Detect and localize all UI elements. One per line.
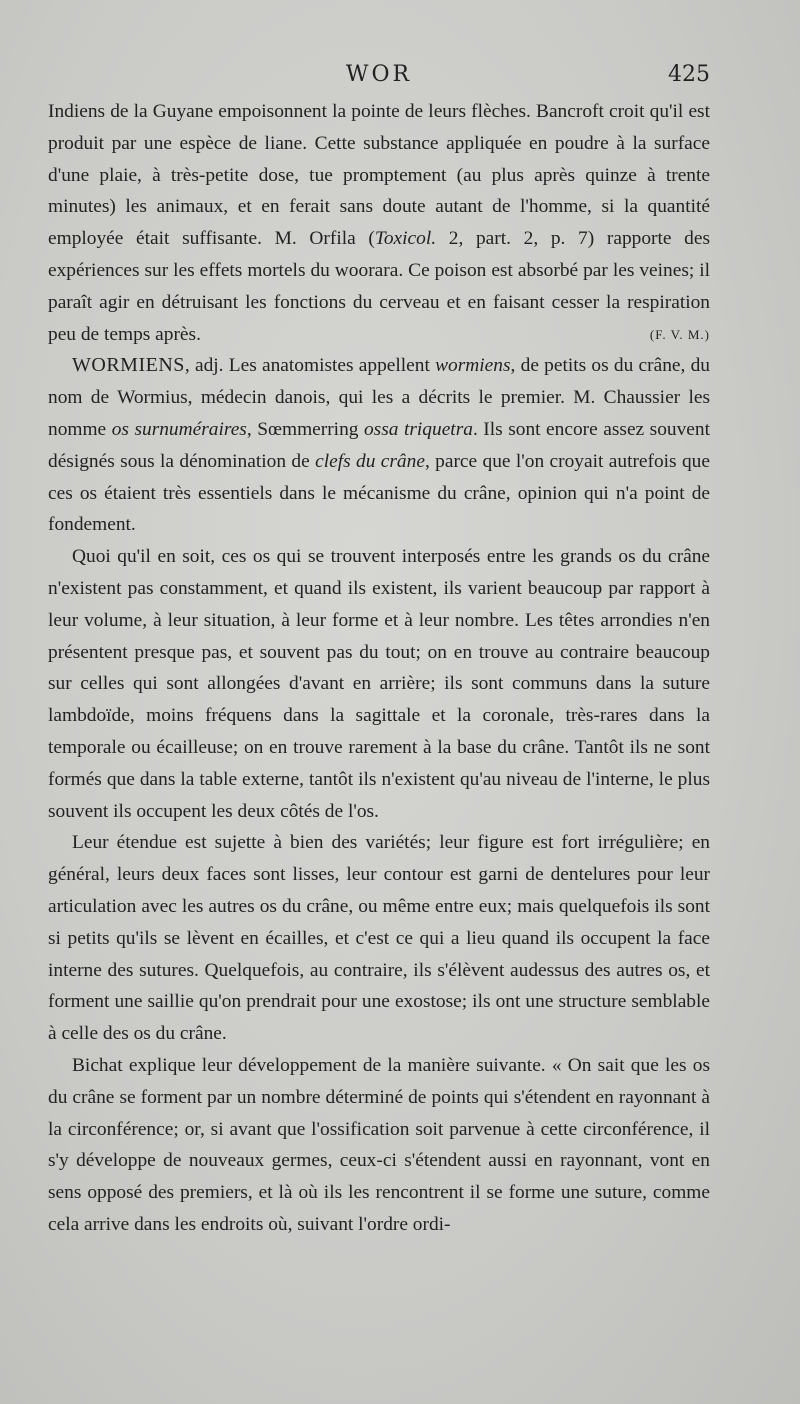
- italic-term: os surnuméraires: [111, 418, 247, 440]
- entry-wormiens: [48, 350, 710, 541]
- page-number: 425: [668, 62, 710, 87]
- italic-term: clefs du crâne: [315, 450, 425, 472]
- entry-text: , de petits os du crâne, du nom de Wormius, médecin danois, qui les a décrits le premier. M. Chaussier les nomme: [48, 355, 710, 440]
- author-signature: (F. V. M.): [649, 326, 710, 342]
- entry-text: . Ils sont encore assez souvent désignés sous la dénomination de: [48, 418, 710, 472]
- paragraph-text: Indiens de la Guyane empoisonnent la pointe de leurs flèches. Bancroft croit qu'il est produit par une espèce de liane. Cette substance appliquée en poudre à la surface d'une plaie, à très-petite dose, tue promptement (au plus après quinze à trente minutes) les animaux, et en ferait sans doute autant de l'homme, si la quantité employée était suffisante. M. Orfila (: [48, 101, 710, 250]
- paragraph-extent: Leur étendue est sujette à bien des variétés; leur figure est fort irrégulière; en général, leurs deux faces sont lisses, leur contour est garni de dentelures pour leur articulation avec les autres os du crâne, ou même entre eux; mais quelquefois ils sont si petits qu'ils se lèvent en écailles, et c'est ce qui a lieu quand ils occupent la face interne des sutures. Quelquefois, au contraire, ils s'élèvent audessus des autres os, et forment une saillie qu'on prendrait pour une exostose; ils ont une structure semblable à celle des os du crâne.: [48, 832, 710, 1045]
- italic-term: ossa triquetra: [363, 418, 473, 440]
- entry-text: , Sœmmerring: [246, 418, 364, 440]
- paragraph-bichat: Bichat explique leur développement de la manière suivante. « On sait que les os du crâne se forment par un nombre déterminé de points qui s'étendent en rayonnant à la circonférence; or, si avant que l'ossification soit parvenue à cette circonférence, il s'y développe de nouveaux germes, ceux-ci s'étendent aussi en rayonnant, vont en sens opposé des premiers, et là où ils les rencontrent il se forme une suture, comme cela arrive dans les endroits où, suivant l'ordre ordi-: [48, 1054, 710, 1235]
- citation: Toxicol.: [374, 228, 437, 250]
- entry-text: , adj. Les anatomistes appellent: [184, 355, 436, 377]
- entry-text: , parce que l'on croyait autrefois que ces os étaient très essentiels dans le mécanisme du crâne, opinion qui n'a point de fondement.: [48, 450, 710, 536]
- body-text: [48, 96, 710, 1241]
- paragraph-occurrence: Quoi qu'il en soit, ces os qui se trouvent interposés entre les grands os du crâne n'existent pas constamment, et quand ils existent, ils varient beaucoup par rapport à leur volume, à leur situation, à leur forme et à leur nombre. Les têtes arrondies n'en présentent presque pas, et souvent pas du tout; on en trouve au contraire beaucoup sur celles qui sont allongées d'avant en arrière; ils sont communs dans la suture lambdoïde, moins fréquens dans la sagittale et la coronale, très-rares dans la temporale ou écailleuse; on en trouve rarement à la base du crâne. Tantôt ils ne sont formés que dans la table externe, tantôt ils n'existent qu'au niveau de l'interne, le plus souvent ils occupent les deux côtés de l'os.: [48, 546, 710, 822]
- italic-term: wormiens: [435, 355, 511, 377]
- running-head: WOR: [345, 62, 413, 87]
- paragraph-text: 2, part. 2, p. 7) rapporte des expériences sur les effets mortels du woorara. Ce poison est absorbé par les veines; il paraît agir en détruisant les fonctions du cerveau et en faisant cesser la respiration peu de temps après.: [48, 228, 710, 345]
- entry-headword: WORMIENS: [72, 354, 185, 377]
- paragraph-woorara: [48, 96, 710, 350]
